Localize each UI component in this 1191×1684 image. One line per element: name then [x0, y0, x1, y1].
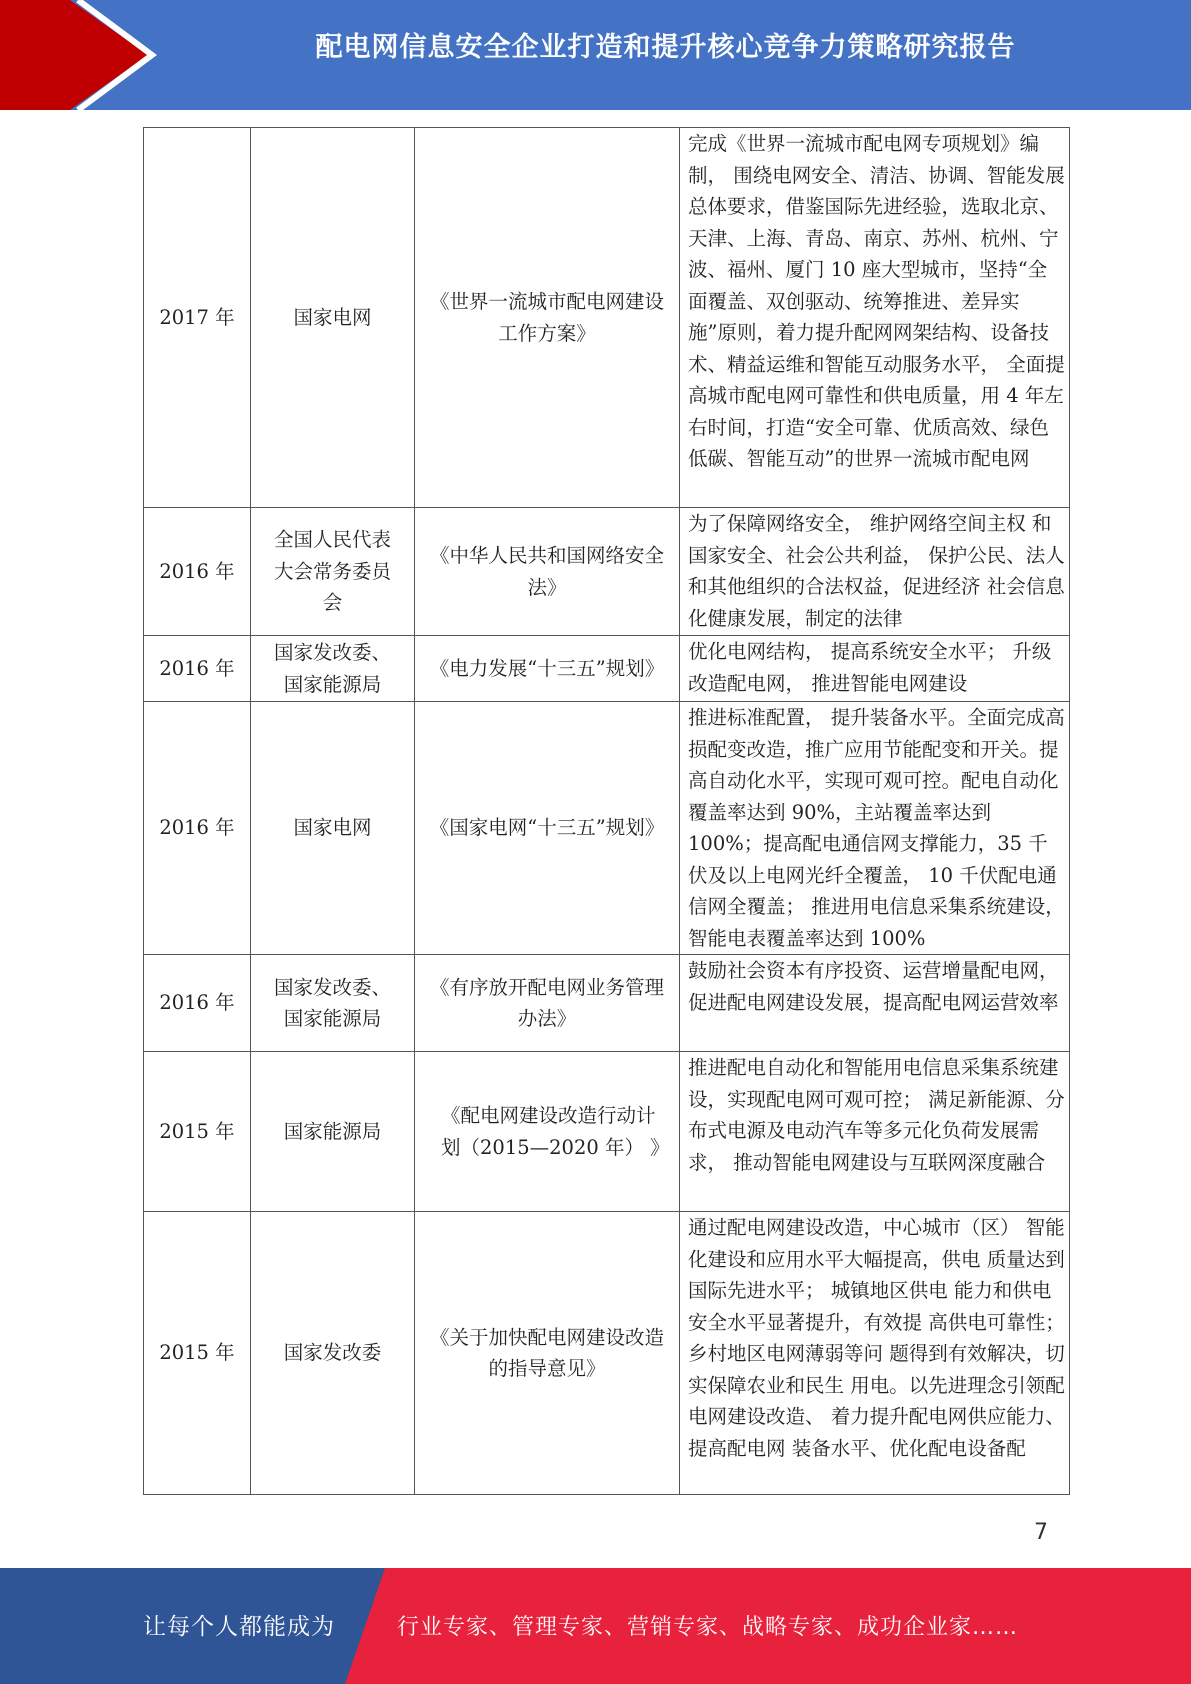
document-cell: 《配电网建设改造行动计划（2015—2020 年） 》	[415, 1052, 680, 1212]
issuer-cell: 国家发改委、国家能源局	[251, 955, 415, 1052]
content-cell: 完成《世界一流城市配电网专项规划》编制， 围绕电网安全、清洁、协调、智能发展总体要求，借鉴国际先进经验，选取北京、天津、上海、青岛、南京、苏州、杭州、宁波、福州、厦门 10 座大型城市，坚持“全面覆盖、双创驱动、统筹推进、差异实施”原则，着力提升配网网架结构、设备技术、精益运维和智能互动服务水平， 全面提高城市配电网可靠性和供电质量，用 4 年左右时间，打造“安全可靠、优质高效、绿色低碳、智能互动”的世界一流城市配电网	[680, 128, 1070, 508]
year-cell: 2015 年	[144, 1212, 251, 1495]
table-row	[144, 1052, 1070, 1212]
content-cell: 鼓励社会资本有序投资、运营增量配电网，促进配电网建设发展，提高配电网运营效率	[680, 955, 1070, 1052]
table-row	[144, 636, 1070, 702]
content-cell: 为了保障网络安全， 维护网络空间主权 和国家安全、社会公共利益， 保护公民、法人和其他组织的合法权益，促进经济 社会信息化健康发展，制定的法律	[680, 508, 1070, 636]
table-row	[144, 702, 1070, 955]
document-cell: 《国家电网“十三五”规划》	[415, 702, 680, 955]
year-cell: 2016 年	[144, 702, 251, 955]
footer-slogan-left: 让每个人都能成为	[143, 1614, 335, 1640]
content-cell: 通过配电网建设改造，中心城市（区） 智能化建设和应用水平大幅提高，供电 质量达到国际先进水平； 城镇地区供电 能力和供电安全水平显著提升，有效提 高供电可靠性； 乡村地区电网薄弱等问 题得到有效解决，切实保障农业和民生 用电。以先进理念引领配电网建设改造、 着力提升配电网供应能力、提高配电网 装备水平、优化配电设备配	[680, 1212, 1070, 1495]
issuer-cell: 国家发改委	[251, 1212, 415, 1495]
year-cell: 2015 年	[144, 1052, 251, 1212]
year-cell: 2016 年	[144, 636, 251, 702]
report-footer	[0, 1568, 1191, 1684]
document-cell: 《电力发展“十三五”规划》	[415, 636, 680, 702]
document-cell: 《有序放开配电网业务管理办法》	[415, 955, 680, 1052]
table-row	[144, 508, 1070, 636]
issuer-cell: 国家电网	[251, 128, 415, 508]
content-cell: 推进配电自动化和智能用电信息采集系统建设，实现配电网可观可控； 满足新能源、分布式电源及电动汽车等多元化负荷发展需求， 推动智能电网建设与互联网深度融合	[680, 1052, 1070, 1212]
year-cell: 2017 年	[144, 128, 251, 508]
footer-slogan-right: 行业专家、管理专家、营销专家、战略专家、成功企业家……	[397, 1615, 1019, 1640]
header-chevron-icon	[0, 0, 160, 110]
table-row	[144, 955, 1070, 1052]
issuer-cell: 全国人民代表大会常务委员会	[251, 508, 415, 636]
issuer-cell: 国家发改委、国家能源局	[251, 636, 415, 702]
content-cell: 推进标准配置， 提升装备水平。全面完成高损配变改造，推广应用节能配变和开关。提高自动化水平，实现可观可控。配电自动化覆盖率达到 90%，主站覆盖率达到 100%；提高配电通信网支撑能力，35 千伏及以上电网光纤全覆盖， 10 千伏配电通信网全覆盖； 推进用电信息采集系统建设， 智能电表覆盖率达到 100%	[680, 702, 1070, 955]
issuer-cell: 国家能源局	[251, 1052, 415, 1212]
document-cell: 《关于加快配电网建设改造的指导意见》	[415, 1212, 680, 1495]
issuer-cell: 国家电网	[251, 702, 415, 955]
table-row	[144, 1212, 1070, 1495]
year-cell: 2016 年	[144, 508, 251, 636]
document-cell: 《世界一流城市配电网建设工作方案》	[415, 128, 680, 508]
policy-table	[143, 127, 1070, 1495]
year-cell: 2016 年	[144, 955, 251, 1052]
content-cell: 优化电网结构， 提高系统安全水平； 升级改造配电网， 推进智能电网建设	[680, 636, 1070, 702]
report-header	[0, 0, 1191, 110]
document-cell: 《中华人民共和国网络安全法》	[415, 508, 680, 636]
table-row	[144, 128, 1070, 508]
page-number: 7	[1034, 1520, 1048, 1545]
report-title: 配电网信息安全企业打造和提升核心竞争力策略研究报告	[315, 32, 1016, 63]
